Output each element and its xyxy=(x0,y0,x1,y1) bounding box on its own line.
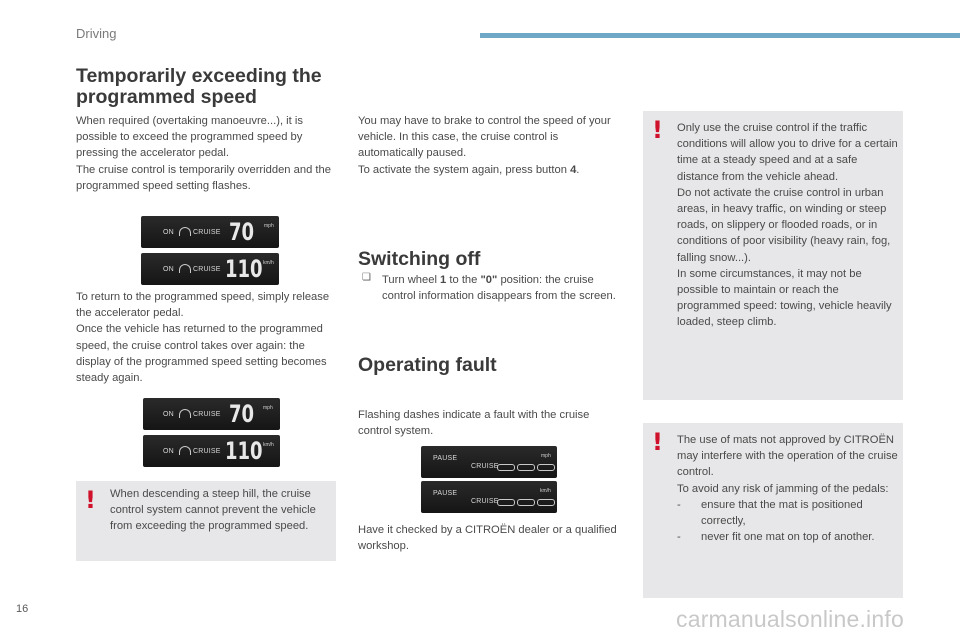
switch-off-instruction xyxy=(382,272,622,304)
bullet-check-icon: ❏ xyxy=(362,272,371,283)
pause-label: PAUSE xyxy=(433,455,458,462)
cruise-label: CRUISE xyxy=(193,448,221,455)
text: Turn wheel xyxy=(382,274,441,286)
pause-label: PAUSE xyxy=(433,490,458,497)
paragraph-line: To return to the programmed speed, simply release the accelerator pedal. xyxy=(76,291,330,320)
speed-unit: mph xyxy=(541,453,551,459)
warning-box-usage xyxy=(643,111,903,400)
on-label: ON xyxy=(163,448,174,455)
page-number: 16 xyxy=(16,603,29,615)
list-item xyxy=(677,497,901,529)
text: position: the cruise control information disappears from the screen. xyxy=(382,274,616,303)
paragraph-exceeding xyxy=(76,113,338,194)
title-temporarily-exceeding: Temporarily exceeding the programmed speed xyxy=(76,65,322,108)
watermark: carmanualsonline.info xyxy=(676,606,904,632)
cruise-gauge-icon xyxy=(179,227,191,236)
paragraph-line: To activate the system again, press button 4. xyxy=(358,163,580,176)
paragraph-line: Only use the cruise control if the traffic conditions will allow you to drive for a certain time at a steady speed and at a safe distance from the vehicle ahead. xyxy=(677,122,898,183)
cruise-label: CRUISE xyxy=(471,498,499,505)
title-switching-off: Switching off xyxy=(358,248,481,270)
warning-text: When descending a steep hill, the cruise control system cannot prevent the vehicle from exceeding the programmed speed. xyxy=(110,488,316,533)
on-label: ON xyxy=(163,229,174,236)
speed-value: 70 xyxy=(229,218,255,246)
warning-exclamation-icon: ! xyxy=(85,486,96,514)
speed-unit: mph xyxy=(264,223,274,229)
cruise-label: CRUISE xyxy=(193,266,221,273)
paragraph-line: The use of mats not approved by CITROËN may interfere with the operation of the cruise control. xyxy=(677,434,898,479)
cruise-label: CRUISE xyxy=(193,229,221,236)
cluster-display-image xyxy=(143,435,280,467)
paragraph-line: Once the vehicle has returned to the programmed speed, the cruise control takes over again: the display of the programmed speed setting becomes steady again. xyxy=(76,323,327,385)
paragraph-line: To avoid any risk of jamming of the pedals: xyxy=(677,482,889,495)
warning-exclamation-icon: ! xyxy=(652,428,663,456)
warning-box-mats xyxy=(643,423,903,598)
text: to the xyxy=(446,274,481,286)
paragraph-line: When required (overtaking manoeuvre...), it is possible to exceed the programmed speed by pressing the accelerator pedal. xyxy=(76,115,303,160)
paragraph-fault: Flashing dashes indicate a fault with the cruise control system. xyxy=(358,409,590,438)
fault-dashes xyxy=(497,493,557,511)
dash-marker: - xyxy=(677,498,681,511)
on-label: ON xyxy=(163,266,174,273)
cluster-display-image xyxy=(143,398,280,430)
on-label: ON xyxy=(163,411,174,418)
list-item xyxy=(677,529,901,545)
speed-value: 70 xyxy=(229,400,255,428)
title-operating-fault: Operating fault xyxy=(358,354,497,376)
cruise-gauge-icon xyxy=(179,409,191,418)
fault-display-image xyxy=(421,481,557,513)
paragraph-dealer: Have it checked by a CITROËN dealer or a qualified workshop. xyxy=(358,524,617,553)
header-accent-bar xyxy=(480,33,960,38)
list-item-text: ensure that the mat is positioned correctly, xyxy=(701,498,863,528)
activate-text: To activate the system again, press button xyxy=(358,163,571,176)
list-item-text: never fit one mat on top of another. xyxy=(701,531,875,544)
warning-exclamation-icon: ! xyxy=(652,116,663,144)
speed-unit: mph xyxy=(263,405,273,411)
wheel-ref: 1 xyxy=(440,274,447,286)
cruise-label: CRUISE xyxy=(471,463,499,470)
speed-value: 110 xyxy=(225,255,263,283)
paragraph-line: You may have to brake to control the speed of your vehicle. In this case, the cruise control is automatically paused. xyxy=(358,115,611,160)
warning-text xyxy=(677,432,901,545)
paragraph-line: In some circumstances, it may not be possible to maintain or reach the programmed speed: towing, vehicle heavily loaded, steep climb. xyxy=(677,267,892,329)
warning-text xyxy=(677,120,901,331)
warning-box-descending xyxy=(76,481,336,561)
position-ref: "0" xyxy=(480,274,498,286)
paragraph-line: Do not activate the cruise control in urban areas, in heavy traffic, on winding or steep roads, on slippery or flooded roads, or in conditions of poor visibility (heavy rain, fog, falling snow...). xyxy=(677,186,891,264)
speed-unit: km/h xyxy=(540,488,551,494)
fault-dashes xyxy=(497,458,557,476)
speed-unit: km/h xyxy=(263,442,274,448)
mat-instructions-list xyxy=(677,497,901,546)
fault-display-image xyxy=(421,446,557,478)
cruise-gauge-icon xyxy=(179,446,191,455)
paragraph-return xyxy=(76,289,338,386)
cluster-display-image xyxy=(141,216,279,248)
dash-marker: - xyxy=(677,531,681,544)
paragraph-line: The cruise control is temporarily overridden and the programmed speed setting flashes. xyxy=(76,163,331,192)
button-ref: 4 xyxy=(570,163,577,176)
speed-value: 110 xyxy=(225,437,263,465)
cruise-gauge-icon xyxy=(179,264,191,273)
section-header: Driving xyxy=(76,26,117,41)
paragraph-brake xyxy=(358,113,620,178)
speed-unit: km/h xyxy=(263,260,274,266)
cruise-label: CRUISE xyxy=(193,411,221,418)
cluster-display-image xyxy=(141,253,279,285)
